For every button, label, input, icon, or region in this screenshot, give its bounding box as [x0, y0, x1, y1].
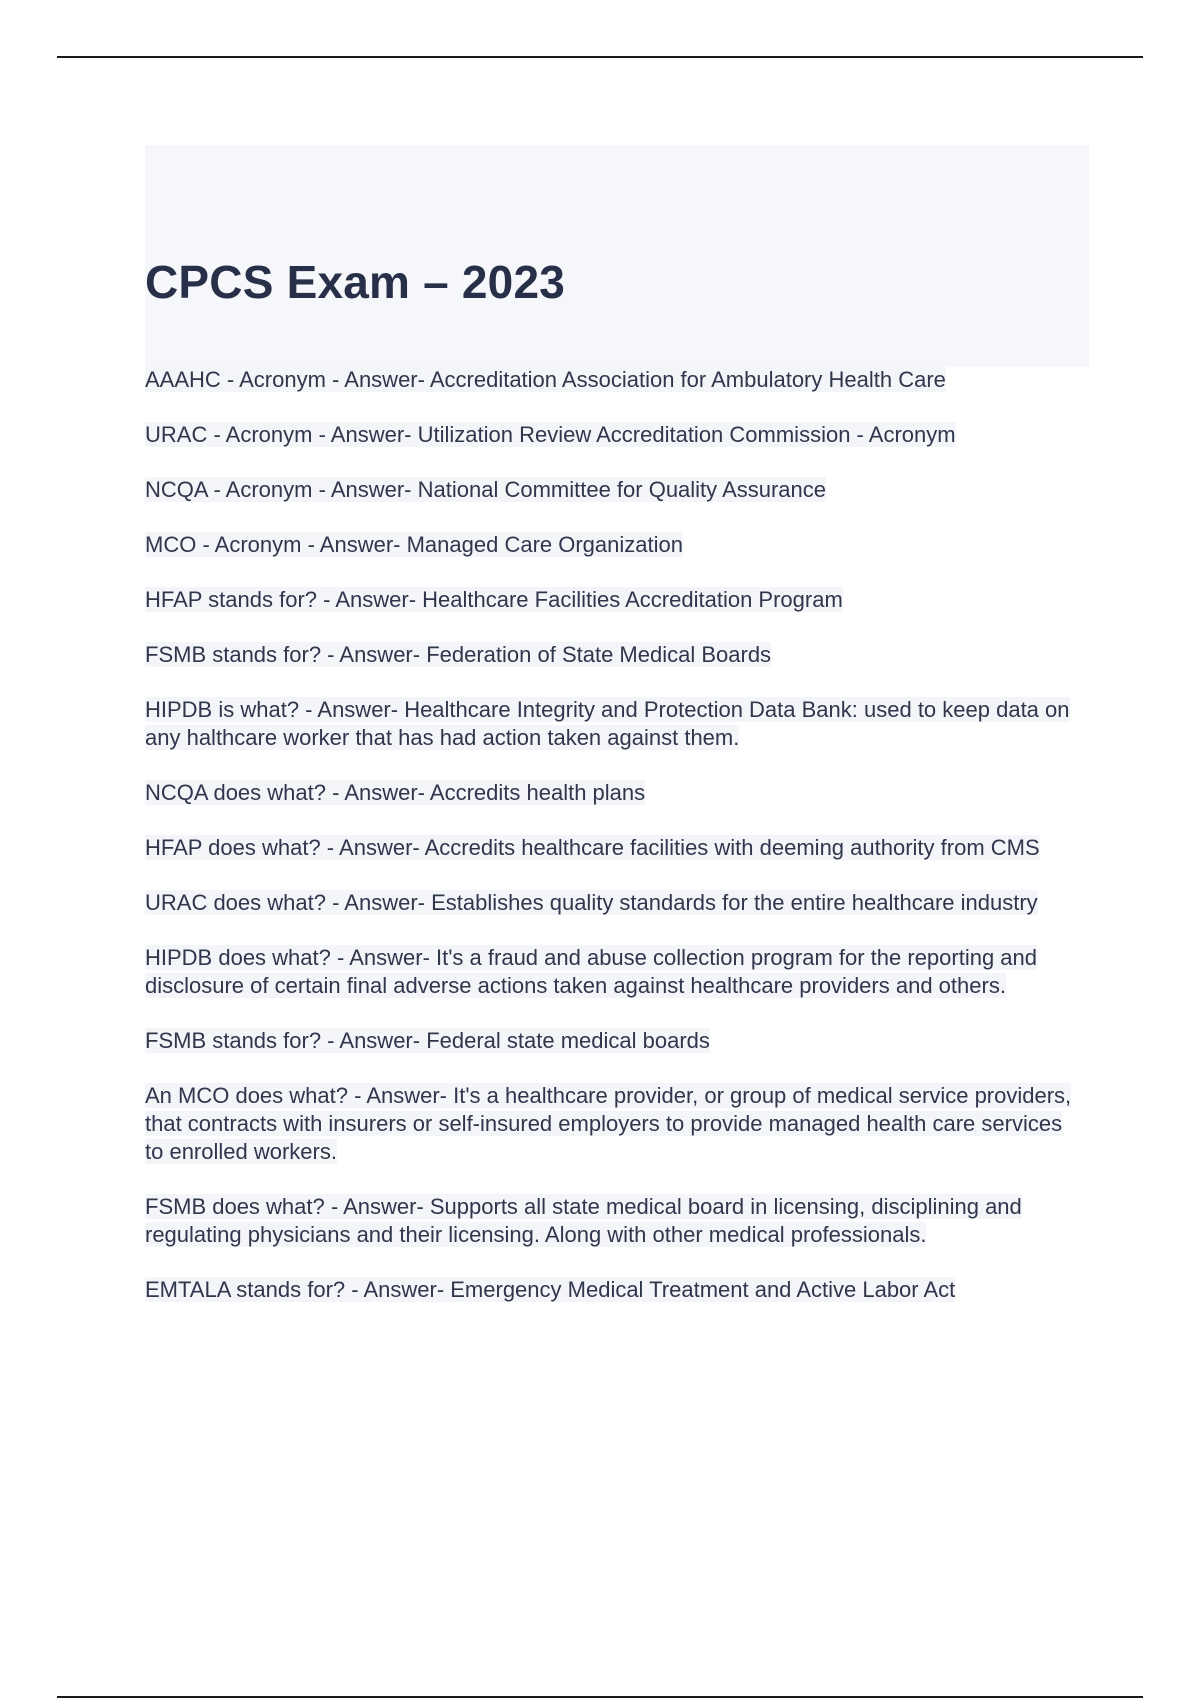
qa-item [145, 1082, 1085, 1166]
qa-item [145, 476, 1085, 504]
qa-item [145, 366, 1085, 394]
qa-text: FSMB does what? - Answer- Supports all state medical board in licensing, disciplining and regulating physicians and their licensing. Along with other medical professionals. [145, 1194, 1022, 1247]
qa-text: URAC - Acronym - Answer- Utilization Review Accreditation Commission - Acronym [145, 422, 956, 447]
qa-text: URAC does what? - Answer- Establishes quality standards for the entire healthcare industry [145, 890, 1038, 915]
qa-item [145, 1276, 1085, 1304]
document-title: CPCS Exam – 2023 [145, 256, 566, 308]
title-block [145, 145, 1089, 367]
qa-text: FSMB stands for? - Answer- Federal state medical boards [145, 1028, 710, 1053]
top-rule [57, 56, 1143, 58]
qa-text: EMTALA stands for? - Answer- Emergency Medical Treatment and Active Labor Act [145, 1277, 956, 1302]
qa-text: HIPDB does what? - Answer- It's a fraud and abuse collection program for the reporting and disclosure of certain final adverse actions taken against healthcare providers and others. [145, 945, 1038, 998]
qa-item [145, 1193, 1085, 1249]
qa-item [145, 421, 1085, 449]
qa-text: NCQA does what? - Answer- Accredits health plans [145, 780, 646, 805]
qa-item [145, 1027, 1085, 1055]
qa-item [145, 586, 1085, 614]
qa-text: HFAP does what? - Answer- Accredits healthcare facilities with deeming authority from CMS [145, 835, 1040, 860]
qa-text: An MCO does what? - Answer- It's a healthcare provider, or group of medical service providers, that contracts with insurers or self-insured employers to provide managed health care services to enrolled workers. [145, 1083, 1072, 1164]
qa-text: HIPDB is what? - Answer- Healthcare Integrity and Protection Data Bank: used to keep data on any halthcare worker that has had action taken against them. [145, 697, 1070, 750]
qa-item [145, 944, 1085, 1000]
qa-text: MCO - Acronym - Answer- Managed Care Organization [145, 532, 683, 557]
qa-item [145, 641, 1085, 669]
qa-item [145, 889, 1085, 917]
qa-item [145, 531, 1085, 559]
qa-item [145, 696, 1085, 752]
qa-text: NCQA - Acronym - Answer- National Committee for Quality Assurance [145, 477, 827, 502]
bottom-rule [57, 1696, 1143, 1698]
qa-item [145, 834, 1085, 862]
qa-item [145, 779, 1085, 807]
qa-text: AAAHC - Acronym - Answer- Accreditation Association for Ambulatory Health Care [145, 367, 946, 392]
qa-text: HFAP stands for? - Answer- Healthcare Facilities Accreditation Program [145, 587, 843, 612]
qa-list [145, 366, 1085, 1331]
qa-text: FSMB stands for? - Answer- Federation of State Medical Boards [145, 642, 772, 667]
